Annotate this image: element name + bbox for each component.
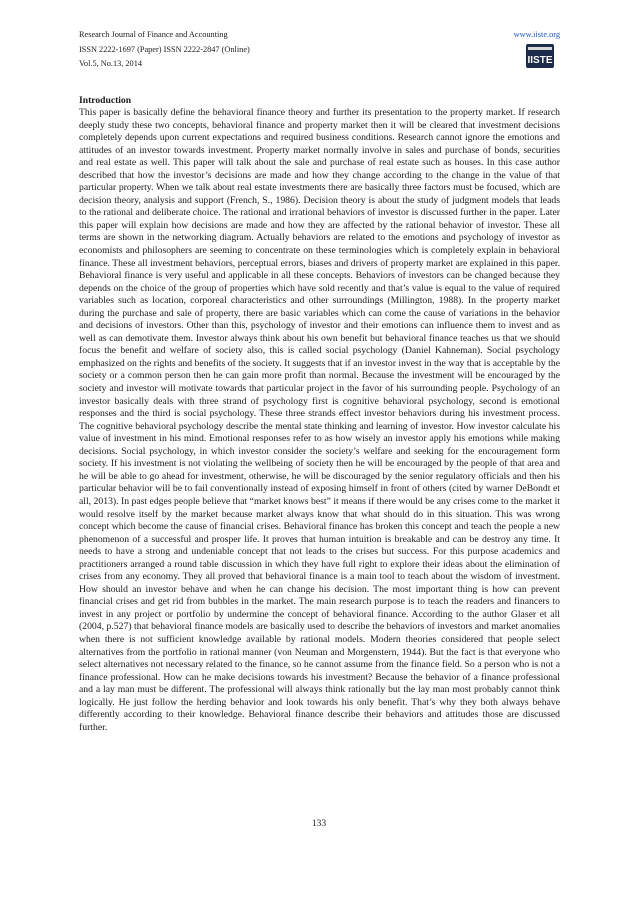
- journal-url-link[interactable]: www.iiste.org: [513, 30, 560, 39]
- logo-text: IISTE: [527, 55, 553, 66]
- section-heading: Introduction: [79, 95, 132, 106]
- iiste-logo-icon: [526, 44, 554, 68]
- journal-issn: ISSN 2222-1697 (Paper) ISSN 2222-2847 (Online): [79, 44, 250, 54]
- journal-info: [79, 28, 250, 72]
- journal-title: Research Journal of Finance and Accounting: [79, 30, 228, 39]
- page-number: 133: [311, 819, 327, 829]
- body-paragraph: This paper is basically define the behavioral finance theory and further its presentation to the property market. If research deeply study these two concepts, behavioral finance and property market then it will be cleared that investment decisions completely depends upon current expectations and required business conditions. Research cannot ignore the emotions and attitudes of an investor towards investment. Property market normally involve in sales and purchase of bonds, securities and real estate as well. This paper will talk about the sale and purchase of real estate such as houses. In this case author described that how the investor’s decisions are made and how they change according to the change in the value of that particular property. When we talk about real estate investments there are basically three factors must be focused, which are decision theory, analysis and support (French, S., 1986). Decision theory is about the study of judgment models that leads to the rational and deliberate choice. The rational and irrational behaviors of investor is discussed further in the paper. Later this paper will explain how decisions are made and how they are affected by the rational behavior of investor. These all terms are shown in the networking diagram. Actually behaviors are related to the emotions and psychology of investor as economists and philosophers are seeming to concentrate on these terminologies which is completely explain in behavioral finance. These all investment behaviors, perceptual errors, biases and drivers of property market are explained in this paper. Behavioral finance is very useful and applicable in all these concepts. Behaviors of investors can be changed because they depends on the choice of the group of properties which have sold recently and that’s value is equal to the value of required variables such as location, corporeal characteristics and other surroundings (Millington, 1988). In the property market during the purchase and sale of property, there are basic variables which can come the cause of variations in the behavior and decisions of investors. Other than this, psychology of investor and their emotions can influence them to invest and as well as can demotivate them. Investor always think about his own benefit but behavioral finance teaches us that we should focus the benefit and welfare of society also, this is called social psychology (Daniel Kahneman). Social psychology emphasized on the rights and benefits of the society. It suggests that if an investor invest in the way that is acceptable by the society or a common person then he can gain more profit than normal. Because the investment will be encouraged by the society and investor will motivate towards that particular project in the favor of his surrounding people. Psychology of an investor basically deals with three strand of psychology first is cognitive behavioral psychology, second is emotional responses and the third is social psychology. These three strands effect investor behaviors during his investment process. The cognitive behavioral psychology describe the mental state thinking and learning of investor. How investor calculate his value of investment in his mind. Emotional responses refer to as how wisely an investor apply his emotions while making decisions. Social psychology, in which investor consider the society’s welfare and seeking for the encouragement form society. If his investment is not violating the wellbeing of society then he will be encouraged by the people of that area and he will be able to go ahead for investment, otherwise, he will be discouraged by the senior regulatory officials and then his particular behavior will be to fail conventionally instead of exposing himself in front of others (cited by warner DeBondt et all, 2013). In past edges people believe that “market knows best” it means if there would be any crises come to the market it would resolve itself by the market because market always know that what should do in this situation. This was wrong concept which become the cause of financial crises. Behavioral finance has broken this concept and teach the people a new phenomenon of a successful and prosper life. It proves that human intuition is breakable and can be destroy any time. It needs to have a strong and undeniable concept that not leads to the crises but success. For this purpose academics and practitioners arranged a round table discussion in which they have full right to explore their ideas about the elimination of crises from any economy. They all proved that behavioral finance is a main tool to teach about the wisdom of investment. How should an investor behave and when he can change his decision. The most important thing is how can prevent financial crises and get rid from bubbles in the market. The main research purpose is to teach the readers and financers to invest in any project or portfolio by undermine the concept of behavioral finance. According to the author Glaser et all (2004, p.527) that behavioral finance models are basically used to describe the behaviors of investors and market anomalies when there is not sufficient knowledge available by rational models. Modern theories considered that people select alternatives from the portfolio in rational manner (von Neuman and Morgenstern, 1944). But the fact is that everyone who select alternatives not necessary related to the finance, so he cannot assume from the finance field. So a person who is not a finance professional. How can he make decisions towards his investment? Because the behavior of a finance professional and a lay man must be different. The professional will always think rationally but the lay man most probably cannot think logically. He just follow the herding behavior and look towards his only benefit. That’s why they both always behave differently according to their knowledge. Behavioral finance describe their behaviors and attitudes those are discussed further.: [79, 107, 560, 733]
- journal-volume: Vol.5, No.13, 2014: [79, 59, 142, 69]
- page-header: [79, 28, 560, 84]
